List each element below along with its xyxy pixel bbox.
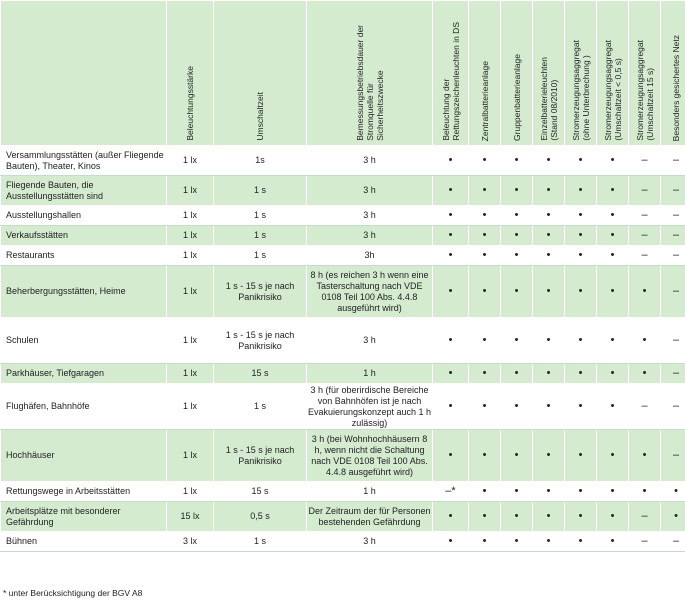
system-mark-cell: •: [433, 502, 469, 532]
switchover-time-cell: 1 s: [214, 384, 307, 430]
column-header: [307, 1, 433, 146]
system-mark-cell: •: [501, 364, 533, 384]
column-header: [629, 1, 661, 146]
facility-name: Versammlungsstätten (außer Fliegende Bauten), Theater, Kinos: [1, 146, 167, 176]
system-mark-cell: •: [433, 384, 469, 430]
table-row: [1, 206, 685, 226]
column-header-label: Stromerzeugungsaggregat (Umschaltzeit < 0,5 s): [602, 40, 623, 141]
switchover-time-cell: 1 s: [214, 206, 307, 226]
table-row: [1, 266, 685, 318]
column-header: [1, 1, 167, 146]
system-mark-cell: •: [565, 226, 597, 246]
system-mark-cell: •: [501, 384, 533, 430]
switchover-time-cell: 1 s - 15 s je nach Panikrisiko: [214, 430, 307, 482]
facility-name: Restaurants: [1, 246, 167, 266]
system-mark-cell: –: [629, 206, 661, 226]
column-header-label: Stromerzeugungsaggregat (Umschaltzeit 15 s): [634, 40, 655, 141]
system-mark-cell: –: [629, 146, 661, 176]
facility-name: Parkhäuser, Tiefgaragen: [1, 364, 167, 384]
system-mark-cell: •: [597, 146, 629, 176]
duration-cell: 3 h: [307, 206, 433, 226]
facility-name: Bühnen: [1, 532, 167, 552]
system-mark-cell: •: [661, 502, 685, 532]
duration-cell: 3 h: [307, 176, 433, 206]
system-mark-cell: •: [433, 246, 469, 266]
column-header-label: Bemessungsbetriebsdauer der Stromquelle für Sicherheitszwecke: [354, 25, 385, 141]
switchover-time-cell: 1 s: [214, 532, 307, 552]
system-mark-cell: •: [565, 146, 597, 176]
system-mark-cell: •: [433, 226, 469, 246]
facility-name: Verkaufsstätten: [1, 226, 167, 246]
duration-cell: 1 h: [307, 482, 433, 502]
system-mark-cell: •: [433, 364, 469, 384]
column-header: [661, 1, 685, 146]
column-header-label: Umschaltzeit: [255, 92, 265, 141]
system-mark-cell: •: [469, 430, 501, 482]
system-mark-cell: •: [565, 364, 597, 384]
table-row: [1, 364, 685, 384]
system-mark-cell: •: [501, 532, 533, 552]
duration-cell: 8 h (es reichen 3 h wenn eine Tasterschaltung nach VDE 0108 Teil 100 Abs. 4.4.8 ausgeführt wird): [307, 266, 433, 318]
illuminance-cell: 1 lx: [167, 146, 214, 176]
facility-name: Flughäfen, Bahnhöfe: [1, 384, 167, 430]
system-mark-cell: –: [661, 364, 685, 384]
facility-name: Schulen: [1, 318, 167, 364]
system-mark-cell: •: [469, 502, 501, 532]
system-mark-cell: –*: [433, 482, 469, 502]
system-mark-cell: •: [469, 206, 501, 226]
system-mark-cell: •: [501, 206, 533, 226]
system-mark-cell: •: [533, 206, 565, 226]
illuminance-cell: 1 lx: [167, 364, 214, 384]
illuminance-cell: 1 lx: [167, 384, 214, 430]
duration-cell: 3 h (bei Wohnhochhäusern 8 h, wenn nicht die Schaltung nach VDE 0108 Teil 100 Abs. 4.4.8 ausgeführt wird): [307, 430, 433, 482]
duration-cell: 3 h: [307, 146, 433, 176]
system-mark-cell: •: [565, 482, 597, 502]
system-mark-cell: •: [597, 246, 629, 266]
system-mark-cell: •: [469, 482, 501, 502]
column-header: [501, 1, 533, 146]
table-row: [1, 176, 685, 206]
switchover-time-cell: 15 s: [214, 482, 307, 502]
system-mark-cell: –: [661, 266, 685, 318]
system-mark-cell: –: [629, 502, 661, 532]
system-mark-cell: –: [661, 146, 685, 176]
system-mark-cell: •: [597, 226, 629, 246]
system-mark-cell: –: [661, 226, 685, 246]
system-mark-cell: –: [629, 176, 661, 206]
system-mark-cell: •: [597, 482, 629, 502]
table-row: [1, 146, 685, 176]
system-mark-cell: •: [501, 502, 533, 532]
system-mark-cell: •: [597, 532, 629, 552]
switchover-time-cell: 1 s - 15 s je nach Panikrisiko: [214, 266, 307, 318]
column-header: [565, 1, 597, 146]
system-mark-cell: •: [533, 384, 565, 430]
switchover-time-cell: 1 s: [214, 246, 307, 266]
system-mark-cell: •: [469, 318, 501, 364]
system-mark-cell: •: [597, 430, 629, 482]
footnote: * unter Berücksichtigung der BGV A8: [3, 588, 143, 598]
table-row: [1, 502, 685, 532]
system-mark-cell: •: [565, 502, 597, 532]
table-row: [1, 430, 685, 482]
illuminance-cell: 1 lx: [167, 226, 214, 246]
system-mark-cell: •: [469, 532, 501, 552]
duration-cell: Der Zeitraum der für Personen bestehenden Gefährdung: [307, 502, 433, 532]
system-mark-cell: •: [501, 266, 533, 318]
facility-name: Hochhäuser: [1, 430, 167, 482]
duration-cell: 3 h (für oberirdische Bereiche von Bahnhöfen ist je nach Evakuierungskonzept auch 1 h zulässig): [307, 384, 432, 428]
system-mark-cell: •: [629, 364, 661, 384]
system-mark-cell: •: [469, 146, 501, 176]
system-mark-cell: •: [501, 146, 533, 176]
switchover-time-cell: 1 s: [214, 176, 307, 206]
table-row: [1, 226, 685, 246]
system-mark-cell: •: [597, 266, 629, 318]
system-mark-cell: •: [597, 176, 629, 206]
column-header-label: Zentralbatterieanlage: [479, 60, 490, 141]
system-mark-cell: –: [661, 176, 685, 206]
system-mark-cell: •: [469, 176, 501, 206]
facility-name: Fliegende Bauten, die Ausstellungsstätten sind: [1, 176, 167, 206]
illuminance-cell: 1 lx: [167, 176, 214, 206]
switchover-time-cell: 15 s: [214, 364, 307, 384]
system-mark-cell: •: [565, 384, 597, 430]
illuminance-cell: 3 lx: [167, 532, 214, 552]
system-mark-cell: •: [469, 364, 501, 384]
system-mark-cell: •: [501, 246, 533, 266]
system-mark-cell: •: [533, 226, 565, 246]
duration-cell: 3 h: [307, 318, 433, 364]
system-mark-cell: •: [629, 318, 661, 364]
table-row: [1, 384, 685, 430]
system-mark-cell: •: [629, 266, 661, 318]
system-mark-cell: •: [469, 266, 501, 318]
system-mark-cell: •: [433, 206, 469, 226]
system-mark-cell: •: [597, 206, 629, 226]
system-mark-cell: •: [565, 266, 597, 318]
system-mark-cell: –: [661, 430, 685, 482]
system-mark-cell: –: [629, 246, 661, 266]
column-header-label: Gruppenbatterieanlage: [511, 54, 522, 141]
system-mark-cell: –: [661, 532, 685, 552]
illuminance-cell: 1 lx: [167, 246, 214, 266]
system-mark-cell: •: [533, 146, 565, 176]
column-header: [533, 1, 565, 146]
system-mark-cell: •: [533, 430, 565, 482]
system-mark-cell: •: [533, 246, 565, 266]
system-mark-cell: •: [533, 502, 565, 532]
duration-cell: 3 h: [307, 532, 433, 552]
table-row: [1, 532, 685, 552]
illuminance-cell: 1 lx: [167, 206, 214, 226]
system-mark-cell: •: [533, 482, 565, 502]
system-mark-cell: •: [469, 226, 501, 246]
system-mark-cell: •: [533, 532, 565, 552]
system-mark-cell: •: [565, 532, 597, 552]
system-mark-cell: •: [565, 176, 597, 206]
column-header: [214, 1, 307, 146]
illuminance-cell: 15 lx: [167, 502, 214, 532]
facility-name: Arbeitsplätze mit besonderer Gefährdung: [1, 502, 167, 532]
system-mark-cell: •: [533, 318, 565, 364]
illuminance-cell: 1 lx: [167, 318, 214, 364]
column-header-label: Einzelbatterieleuchten (Stand 08/2010): [538, 57, 559, 141]
illuminance-cell: 1 lx: [167, 266, 214, 318]
system-mark-cell: •: [565, 206, 597, 226]
system-mark-cell: •: [501, 318, 533, 364]
system-mark-cell: •: [597, 318, 629, 364]
column-header-label: Stromerzeugungsaggregat (ohne Unterbrechung ): [570, 40, 591, 141]
system-mark-cell: •: [501, 482, 533, 502]
duration-cell: 3h: [307, 246, 433, 266]
system-mark-cell: •: [565, 246, 597, 266]
illuminance-cell: 1 lx: [167, 430, 214, 482]
column-header-label: Besonders gesichertes Netz: [671, 34, 681, 141]
column-header: [597, 1, 629, 146]
system-mark-cell: •: [433, 430, 469, 482]
system-mark-cell: •: [469, 384, 501, 430]
system-mark-cell: –: [661, 246, 685, 266]
system-mark-cell: •: [501, 176, 533, 206]
system-mark-cell: •: [433, 318, 469, 364]
column-header: [469, 1, 501, 146]
switchover-time-cell: 1 s - 15 s je nach Panikrisiko: [214, 318, 307, 364]
table-row: [1, 482, 685, 502]
system-mark-cell: •: [629, 482, 661, 502]
facility-name: Beherbergungsstätten, Heime: [1, 266, 167, 318]
system-mark-cell: •: [533, 364, 565, 384]
system-mark-cell: •: [629, 430, 661, 482]
system-mark-cell: •: [597, 502, 629, 532]
system-mark-cell: –: [661, 318, 685, 364]
table-row: [1, 318, 685, 364]
facility-name: Ausstellungshallen: [1, 206, 167, 226]
system-mark-cell: –: [629, 532, 661, 552]
system-mark-cell: •: [433, 266, 469, 318]
column-header-label: Beleuchtung der Rettungszeichenleuchten in DS: [440, 22, 461, 141]
system-mark-cell: •: [661, 482, 685, 502]
system-mark-cell: –: [661, 384, 685, 430]
system-mark-cell: •: [533, 176, 565, 206]
duration-cell: 3 h: [307, 226, 433, 246]
switchover-time-cell: 0,5 s: [214, 502, 307, 532]
system-mark-cell: •: [565, 430, 597, 482]
header-row: [1, 1, 685, 146]
illuminance-cell: 1 lx: [167, 482, 214, 502]
facility-name: Rettungswege in Arbeitsstätten: [1, 482, 167, 502]
system-mark-cell: •: [533, 266, 565, 318]
column-header: [433, 1, 469, 146]
system-mark-cell: •: [469, 246, 501, 266]
column-header-label: Beleuchtungsstärke: [185, 66, 195, 141]
system-mark-cell: –: [629, 226, 661, 246]
switchover-time-cell: 1 s: [214, 226, 307, 246]
system-mark-cell: •: [433, 146, 469, 176]
system-mark-cell: –: [629, 384, 661, 430]
system-mark-cell: •: [501, 226, 533, 246]
system-mark-cell: –: [661, 206, 685, 226]
duration-cell: 1 h: [307, 364, 433, 384]
table-row: [1, 246, 685, 266]
column-header: [167, 1, 214, 146]
system-mark-cell: •: [501, 430, 533, 482]
switchover-time-cell: 1s: [214, 146, 307, 176]
system-mark-cell: •: [597, 384, 629, 430]
system-mark-cell: •: [433, 532, 469, 552]
system-mark-cell: •: [597, 364, 629, 384]
system-mark-cell: •: [433, 176, 469, 206]
system-mark-cell: •: [565, 318, 597, 364]
